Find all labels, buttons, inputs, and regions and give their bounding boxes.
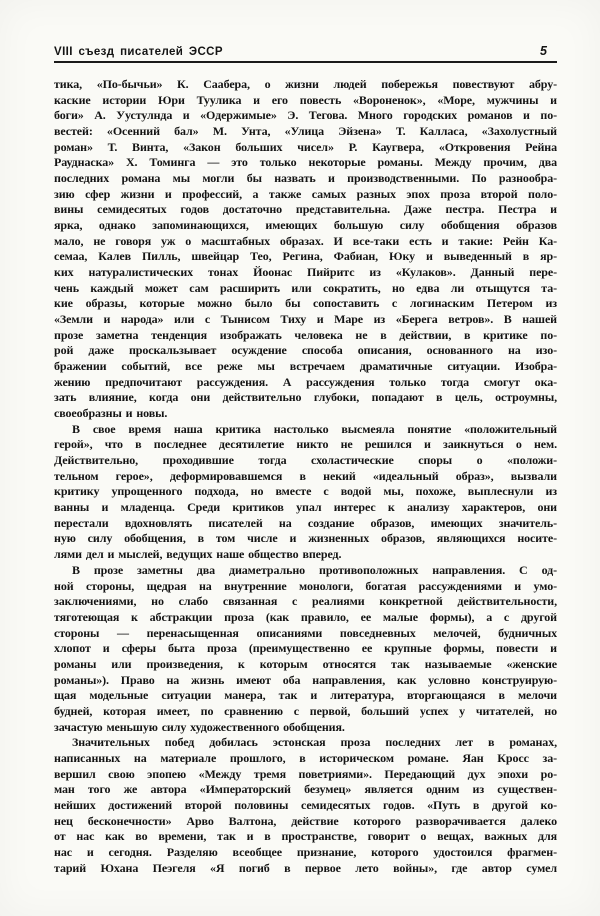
- text-line: Действительно, проходившие тогда схоластические споры о «положи-: [54, 453, 557, 468]
- text-line: каские истории Юри Туулика и его повесть «Вороненок», «Море, мужчины и: [54, 92, 557, 107]
- text-line: Рауднаска» Х. Томинга — это только некоторые романы. Между прочим, два: [54, 155, 557, 170]
- paragraph: [54, 563, 557, 735]
- text-line: от нас как во времени, так и в пространстве, говорит о вещах, важных для: [54, 829, 557, 844]
- text-line: нейших достижений второй половины семидесятых годов. «Путь в другой ко-: [54, 797, 557, 812]
- text-line: бражении событий, все реже мы встречаем драматичные ситуации. Изобра-: [54, 359, 557, 374]
- paragraph: [54, 77, 557, 422]
- text-line: ких натуралистических тонах Йоонас Пийритс из «Кулаков». Данный пере-: [54, 265, 557, 280]
- text-line: зию сфер жизни и профессий, а также самых разных эпох проза второй поло-: [54, 186, 557, 201]
- running-head-title: VIII съезд писателей ЭССР: [54, 46, 223, 58]
- text-line: зачастую меньшую силу художественного обобщения.: [54, 719, 345, 734]
- text-line: ную силу обобщения, в том числе и жизненных образов, являющихся носите-: [54, 531, 557, 546]
- text-line: В свое время наша критика настолько высмеяла понятие «положительный: [72, 421, 557, 436]
- text-line: написанных на материале прошлого, в историческом романе. Яан Кросс за-: [54, 750, 557, 765]
- text-line: зать влияние, когда они действительно глубоки, попадают в цель, остроумны,: [54, 390, 557, 405]
- text-line: последних романа мы могли бы назвать и производственными. По разнообра-: [54, 171, 557, 186]
- text-line: мало, не говоря уж о масштабных образах. И все-таки есть и такие: Рейн Ка-: [54, 233, 557, 248]
- text-line: прозе заметна тенденция изображать человека не в действии, в критике по-: [54, 327, 557, 342]
- text-line: Значительных побед добилась эстонская проза последних лет в романах,: [72, 735, 557, 750]
- text-line: тяготеющая к абстракции проза (как правило, ее малые формы), а с другой: [54, 609, 557, 624]
- paragraph: [54, 735, 557, 876]
- text-line: ной стороны, щедрая на внутренние монологи, богатая рассуждениями и умо-: [54, 578, 557, 593]
- text-line: кие образы, которые можно было бы сопоставить с логинаским Петером из: [54, 296, 557, 311]
- paragraph: [54, 422, 557, 563]
- text-line: ярка, однако запоминающихся, имеющих большую силу обобщения образов: [54, 218, 557, 233]
- text-line: рой даже проскальзывает осуждение способа описания, основанного на изо-: [54, 343, 557, 358]
- text-line: стороны — перенасыщенная описаниями повседневных мелочей, будничных: [54, 625, 557, 640]
- text-line: заключениями, но слабо связанная с реалиями конкретной действительности,: [54, 594, 557, 609]
- text-line: жению предпочитают рассуждения. А рассуждения только тогда смогут ока-: [54, 374, 557, 389]
- text-line: вестей: «Осенний бал» М. Унта, «Улица Эйзена» Т. Калласа, «Захолустный: [54, 124, 557, 139]
- page-number: 5: [540, 44, 547, 58]
- text-line: будней, которая имеет, по сравнению с первой, больший успех у читателей, но: [54, 703, 557, 718]
- text-line: перестали вдохновлять писателей на создание образов, имеющих значитель-: [54, 515, 557, 530]
- text-line: вины семидесятых годов достаточно представительна. Даже пестра. Пестра и: [54, 202, 557, 217]
- page-content: [54, 44, 557, 876]
- text-line: романы»). Право на жизнь имеют оба направления, как условно конструирую-: [54, 672, 557, 687]
- text-line: лями дел и мыслей, ведущих наше общество вперед.: [54, 547, 342, 562]
- text-line: ман того же автора «Императорский безумец» является одним из существен-: [54, 782, 557, 797]
- text-line: «Земли и народа» или с Тынисом Тиху и Маре из «Берега ветров». В нашей: [54, 312, 557, 327]
- text-line: щая модельные ситуации манера, так и литература, вторгающаяся в мелочи: [54, 688, 557, 703]
- text-line: нас и сегодня. Разделяю всеобщее признание, которого удостоился фрагмен-: [54, 844, 557, 859]
- text-line: тельном герое», деформировавшемся в некий «идеальный образ», вызвали: [54, 468, 557, 483]
- text-line: ванны и младенца. Среди критиков упал интерес к анализу характеров, они: [54, 500, 557, 515]
- text-line: герой», что в последнее десятилетие никто не решился и заикнуться о нем.: [54, 437, 557, 452]
- text-line: критику упрощенного подхода, но вместе с водой мы, похоже, выплеснули из: [54, 484, 557, 499]
- page-body: [54, 77, 557, 876]
- text-line: романы или произведения, к которым относятся так называемые «женские: [54, 656, 557, 671]
- text-line: своеобразны и новы.: [54, 406, 168, 421]
- text-line: боги» А. Уустулнда и «Одержимые» Э. Тегова. Много городских романов и по-: [54, 108, 557, 123]
- text-line: нец бесконечности» Арво Валтона, действие которого разворачивается далеко: [54, 813, 557, 828]
- page-header: [54, 44, 557, 63]
- text-line: В прозе заметны два диаметрально противоположных направления. С од-: [72, 562, 557, 577]
- text-line: тарий Юхана Пеэгеля «Я погиб в первое лето войны», где автор сумел: [54, 860, 557, 875]
- text-line: семаа, Калев Пилль, швейцар Тео, Регина, Фабиан, Юку и выведенный в яр-: [54, 249, 557, 264]
- text-line: тика, «По-бычьи» К. Саабера, о жизни людей побережья повествуют абру-: [54, 77, 557, 91]
- text-line: вершил свою эпопею «Между тремя поветриями». Передающий дух эпохи ро-: [54, 766, 557, 781]
- text-line: роман» Т. Винта, «Закон больших чисел» Р. Каугвера, «Откровения Рейна: [54, 139, 557, 154]
- text-line: чень каждый может сам расширить или сократить, но едва ли отыщутся та-: [54, 280, 557, 295]
- text-line: хлопот и сферы быта проза (преимущественно ее крупные формы, повести и: [54, 641, 557, 656]
